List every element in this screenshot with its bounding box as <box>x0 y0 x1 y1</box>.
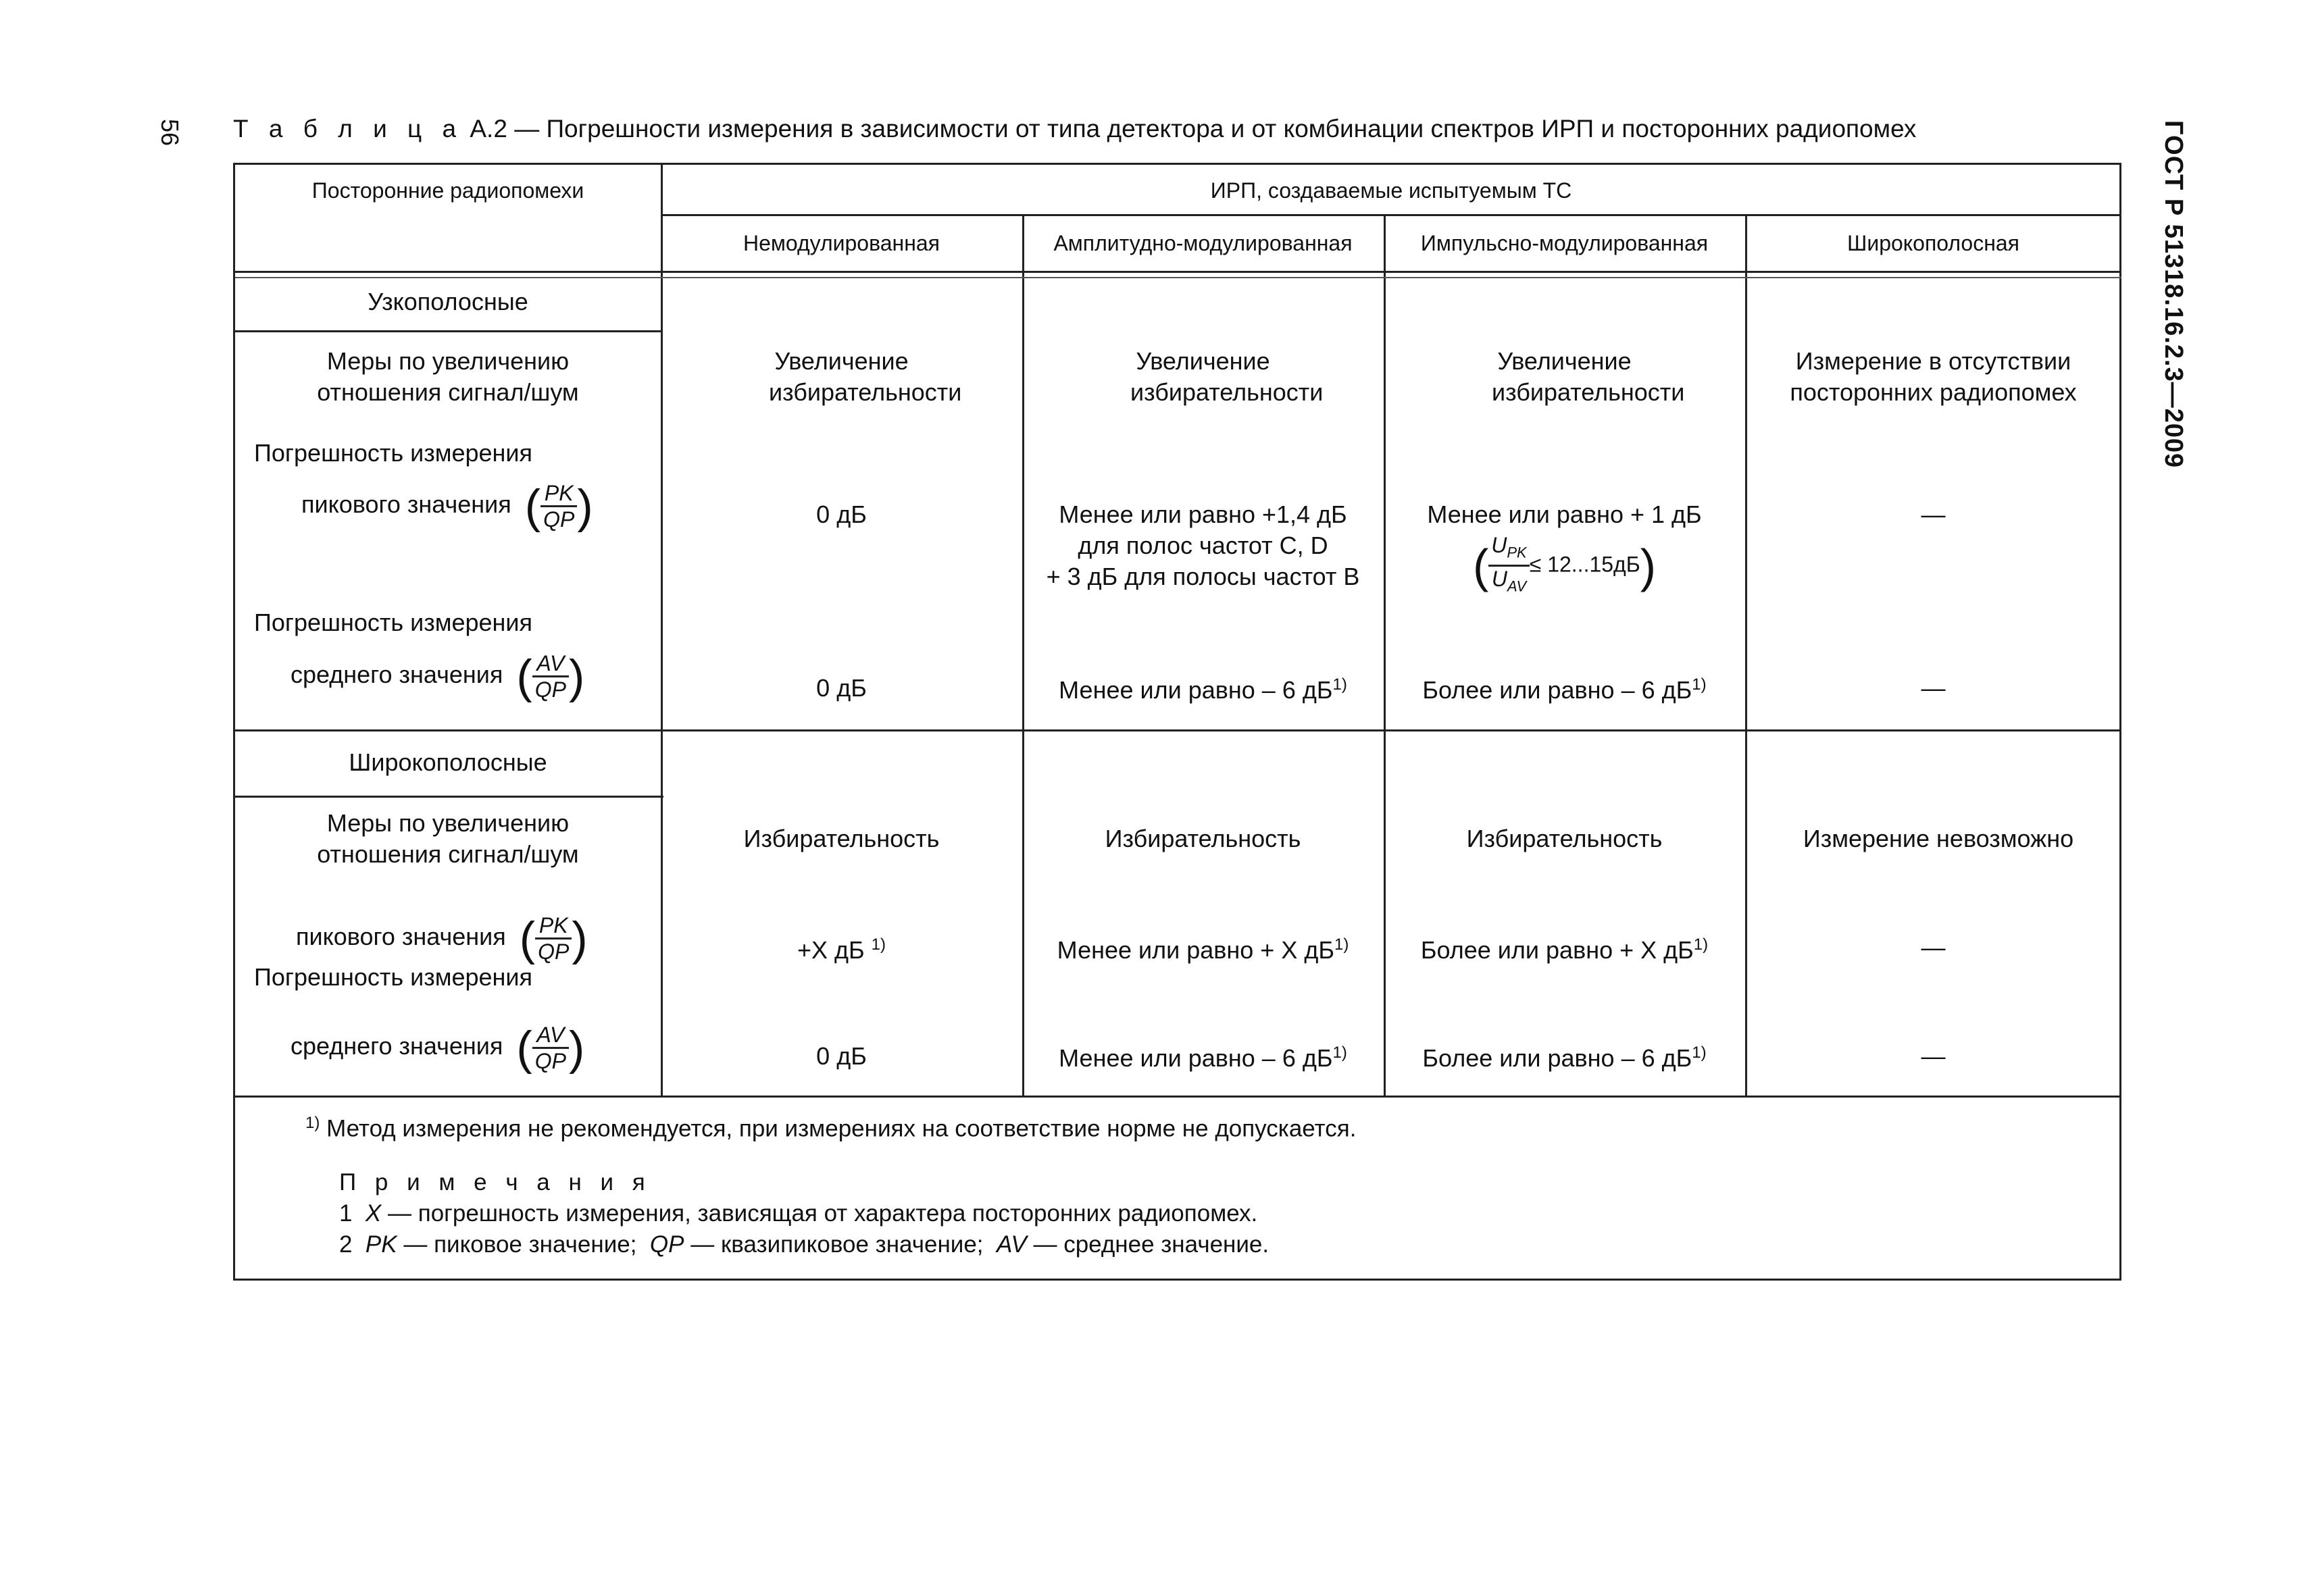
broad-avg-unmod: 0 дБ <box>816 1042 867 1070</box>
broad-measure-pm: Избирательность <box>1466 825 1663 852</box>
narrow-peak-broadband: — <box>1921 500 1946 528</box>
av-qp-fraction: ( $\frac{AV}{QP}$ ) <box>516 650 585 703</box>
broad-measure-am: Избирательность <box>1105 825 1301 852</box>
narrow-peak-am: Менее или равно +1,4 дБ для полос частот C, D + 3 дБ для полосы частот B <box>1046 500 1360 590</box>
broad-peak-pm: Более или равно + X $дБ^{1)}$ <box>1420 935 1709 964</box>
gost-side-header: ГОСТ Р 51318.16.2.3—2009 <box>2159 120 2188 469</box>
row-divider <box>235 1096 2121 1098</box>
narrow-avg-am: Менее или равно – 6 $дБ^{1)}$ <box>1059 675 1347 704</box>
broad-peak-am: Менее или равно + X $дБ^{1)}$ <box>1057 935 1349 964</box>
row-divider <box>235 330 661 332</box>
broad-avg-am: Менее или равно – 6 $дБ^{1)}$ <box>1059 1044 1347 1072</box>
caption-label: Т а б л и ц а <box>233 115 463 143</box>
narrow-peak-unmod: 0 дБ <box>816 500 867 528</box>
header-interference: Посторонние радиопомехи <box>311 178 584 203</box>
section-narrowband: Узкополосные <box>368 288 528 315</box>
header-col-unmodulated: Немодулированная <box>743 231 940 255</box>
table-caption <box>233 115 1916 143</box>
narrow-peak-pm: Менее или равно + 1 дБ ( $\frac{U_{PK}}{U_{AV}}$ ≤ 12...15дБ) <box>1384 499 1745 598</box>
note-1: 1 X — погрешность измерения, зависящая от характера посторонних радиопомех. <box>339 1200 1258 1227</box>
broad-measure-broadband: Измерение невозможно <box>1803 825 2074 852</box>
broad-avg-broadband: — <box>1921 1042 1946 1070</box>
row-divider <box>235 729 2121 731</box>
broad-error-label: Погрешность измерения <box>254 963 533 991</box>
peak-label-text: пикового значения <box>296 923 506 951</box>
page-number: 56 <box>156 119 184 147</box>
narrow-measures-label: Меры по увеличению отношения сигнал/шум <box>317 347 579 406</box>
narrow-measure-unmod: Увеличение избирательности <box>769 347 962 406</box>
col-divider <box>1745 214 1747 1097</box>
row-divider <box>235 277 2121 278</box>
row-divider <box>661 214 2121 216</box>
header-col-broadband: Широкополосная <box>1847 231 2019 255</box>
broad-avg-pm: Более или равно – 6 $дБ^{1)}$ <box>1422 1044 1707 1072</box>
narrow-avg-label <box>291 650 655 703</box>
header-col-pm: Импульсно-модулированная <box>1420 231 1709 255</box>
narrow-avg-broadband: — <box>1921 674 1946 702</box>
avg-label-text: среднего значения <box>291 661 503 689</box>
narrow-measure-broadband: Измерение в отсутствии посторонних радиопомех <box>1790 347 2077 406</box>
row-divider <box>235 271 2121 273</box>
notes-block <box>339 1167 1269 1260</box>
upk-uav-fraction: ( $\frac{U_{PK}}{U_{AV}}$ ≤ 12...15дБ) <box>1472 533 1657 595</box>
broad-peak-label <box>296 912 654 965</box>
narrow-avg-unmod: 0 дБ <box>816 674 867 702</box>
narrow-avg-pm: Более или равно – 6 $дБ^{1)}$ <box>1422 675 1707 704</box>
table-footnote: $^{1)}$ Метод измерения не рекомендуется, при измерениях на соответствие норме не допускается. <box>305 1114 1357 1142</box>
av-qp-fraction: ( $\frac{AV}{QP}$ ) <box>516 1021 585 1075</box>
narrow-peak-label <box>301 480 653 533</box>
narrow-error-label: Погрешность измерения <box>254 439 533 467</box>
caption-title: — Погрешности измерения в зависимости от типа детектора и от комбинации спектров ИРП и посторонних радиопомех <box>514 115 1917 143</box>
note-2: 2 PK — пиковое значение; QP — квазипиковое значение; AV — среднее значение. <box>339 1231 1269 1258</box>
peak-label-text: пикового значения <box>301 490 511 519</box>
upk-uav-condition <box>1384 534 1745 598</box>
narrow-measure-am: Увеличение избирательности <box>1130 347 1324 406</box>
caption-number: А.2 <box>470 115 507 143</box>
pk-qp-fraction: ( $\frac{PK}{QP}$ ) <box>524 480 593 533</box>
narrow-measure-pm: Увеличение избирательности <box>1492 347 1685 406</box>
broad-peak-broadband: — <box>1921 933 1946 961</box>
narrow-error-label-2: Погрешность измерения <box>254 609 533 636</box>
header-col-am: Амплитудно-модулированная <box>1053 231 1353 255</box>
header-emission: ИРП, создаваемые испытуемым ТС <box>1210 178 1572 203</box>
avg-label-text: среднего значения <box>291 1032 503 1060</box>
broad-measure-unmod: Избирательность <box>743 825 940 852</box>
broad-measures-label: Меры по увеличению отношения сигнал/шум <box>317 809 579 868</box>
broad-peak-unmod: +X дБ $^{1)}$ <box>797 935 886 964</box>
notes-title: П р и м е ч а н и я <box>339 1169 651 1195</box>
section-broadband: Широкополосные <box>349 748 547 776</box>
row-divider <box>235 796 663 798</box>
broad-avg-label <box>291 1021 655 1075</box>
pk-qp-fraction: ( $\frac{PK}{QP}$ ) <box>519 912 588 965</box>
